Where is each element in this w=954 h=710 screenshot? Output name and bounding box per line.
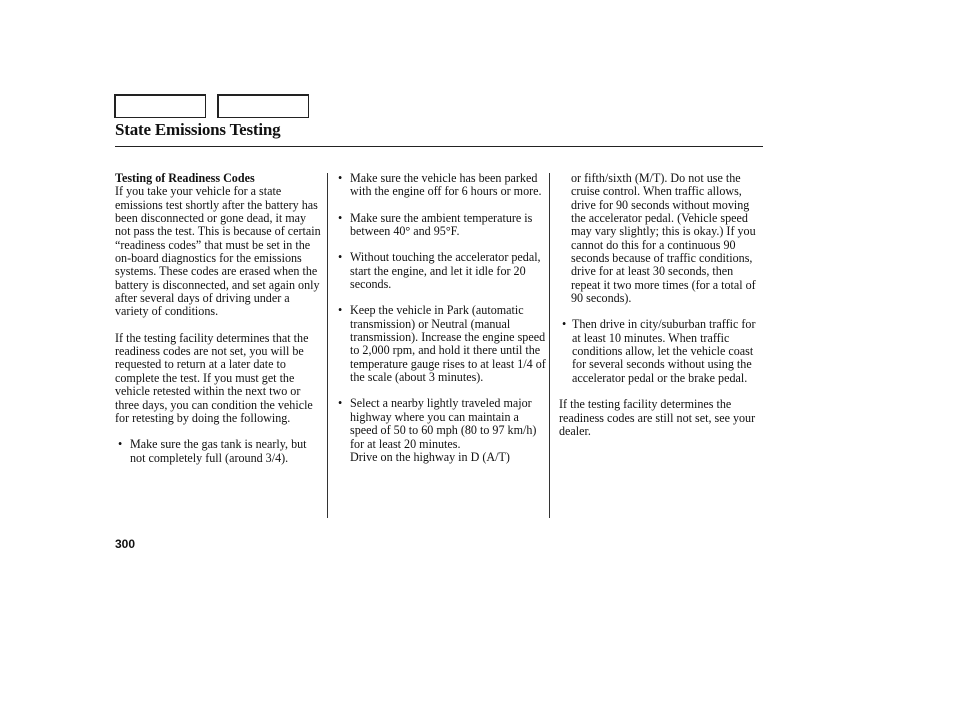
page-title: State Emissions Testing: [115, 120, 281, 139]
list-item: [338, 212, 546, 239]
text-column-3: [559, 172, 764, 438]
list-item-text: Select a nearby lightly traveled major highway where you can maintain a speed of 50 to 60 mph (80 to 97 km/h) for at least 20 minutes.: [350, 396, 537, 451]
bullet-icon: •: [562, 317, 567, 332]
list-item-text: Make sure the gas tank is nearly, but not completely full (around 3/4).: [130, 437, 307, 465]
bullet-icon: •: [118, 437, 123, 452]
list-item-text: Keep the vehicle in Park (automatic transmission) or Neutral (manual transmission). Increase the engine speed to 2,000 rpm, and hold it there until the temperature gauge rises to at least 1/4 of the scale (about 3 minutes).: [350, 303, 546, 385]
list-item: [338, 304, 546, 384]
bullet-icon: •: [338, 171, 343, 185]
paragraph: or fifth/sixth (M/T). Do not use the cruise control. When traffic allows, drive for 90 seconds without moving the accelerator pedal. (Vehicle speed may vary slightly; this is okay.) If you cannot do this for a continuous 90 seconds because of traffic conditions, drive for at least 30 seconds, then repeat it two more times (for a total of 90 seconds).: [571, 171, 756, 306]
column-divider: [549, 173, 550, 518]
bullet-icon: •: [338, 210, 343, 225]
column-divider: [327, 173, 328, 518]
paragraph: If you take your vehicle for a state emissions test shortly after the battery has been disconnected or gone dead, it may not pass the test. This is because of certain “readiness codes” that must be set in the on-board diagnostics for the emissions systems. These codes are erased when the battery is disconnected, and set again only after several days of driving under a variety of conditions.: [115, 184, 321, 319]
bullet-icon: •: [338, 303, 343, 318]
paragraph: If the testing facility determines that the readiness codes are not set, you will be requested to return at a later date to complete the test. If you must get the vehicle retested within the next two or three days, you can condition the vehicle for retesting by doing the following.: [115, 330, 313, 425]
bullet-icon: •: [338, 396, 343, 411]
title-divider: [115, 146, 763, 147]
section-heading: Testing of Readiness Codes: [115, 171, 255, 185]
nav-tab-box[interactable]: [114, 94, 206, 118]
list-item-text: Make sure the vehicle has been parked with the engine off for 6 hours or more.: [350, 171, 542, 199]
list-item-text: Make sure the ambient temperature is between 40° and 95°F.: [350, 210, 533, 239]
text-column-2: [338, 172, 546, 464]
list-item: [338, 397, 546, 450]
list-item-text: Without touching the accelerator pedal, start the engine, and let it idle for 20 seconds.: [350, 250, 541, 292]
list-item: [338, 251, 546, 291]
list-item: [559, 318, 764, 385]
list-item: [115, 438, 323, 465]
text-column-1: [115, 172, 323, 465]
nav-tab-box[interactable]: [217, 94, 309, 118]
paragraph: If the testing facility determines the readiness codes are still not set, see your dealer.: [559, 397, 756, 438]
bullet-icon: •: [338, 250, 343, 265]
list-item: [338, 172, 546, 199]
page-number: 300: [115, 537, 136, 551]
list-item-text: Then drive in city/suburban traffic for at least 10 minutes. When traffic conditions allow, let the vehicle coast for several seconds without using the accelerator pedal or the brake pedal.: [572, 317, 756, 385]
paragraph: Drive on the highway in D (A/T): [350, 449, 510, 464]
